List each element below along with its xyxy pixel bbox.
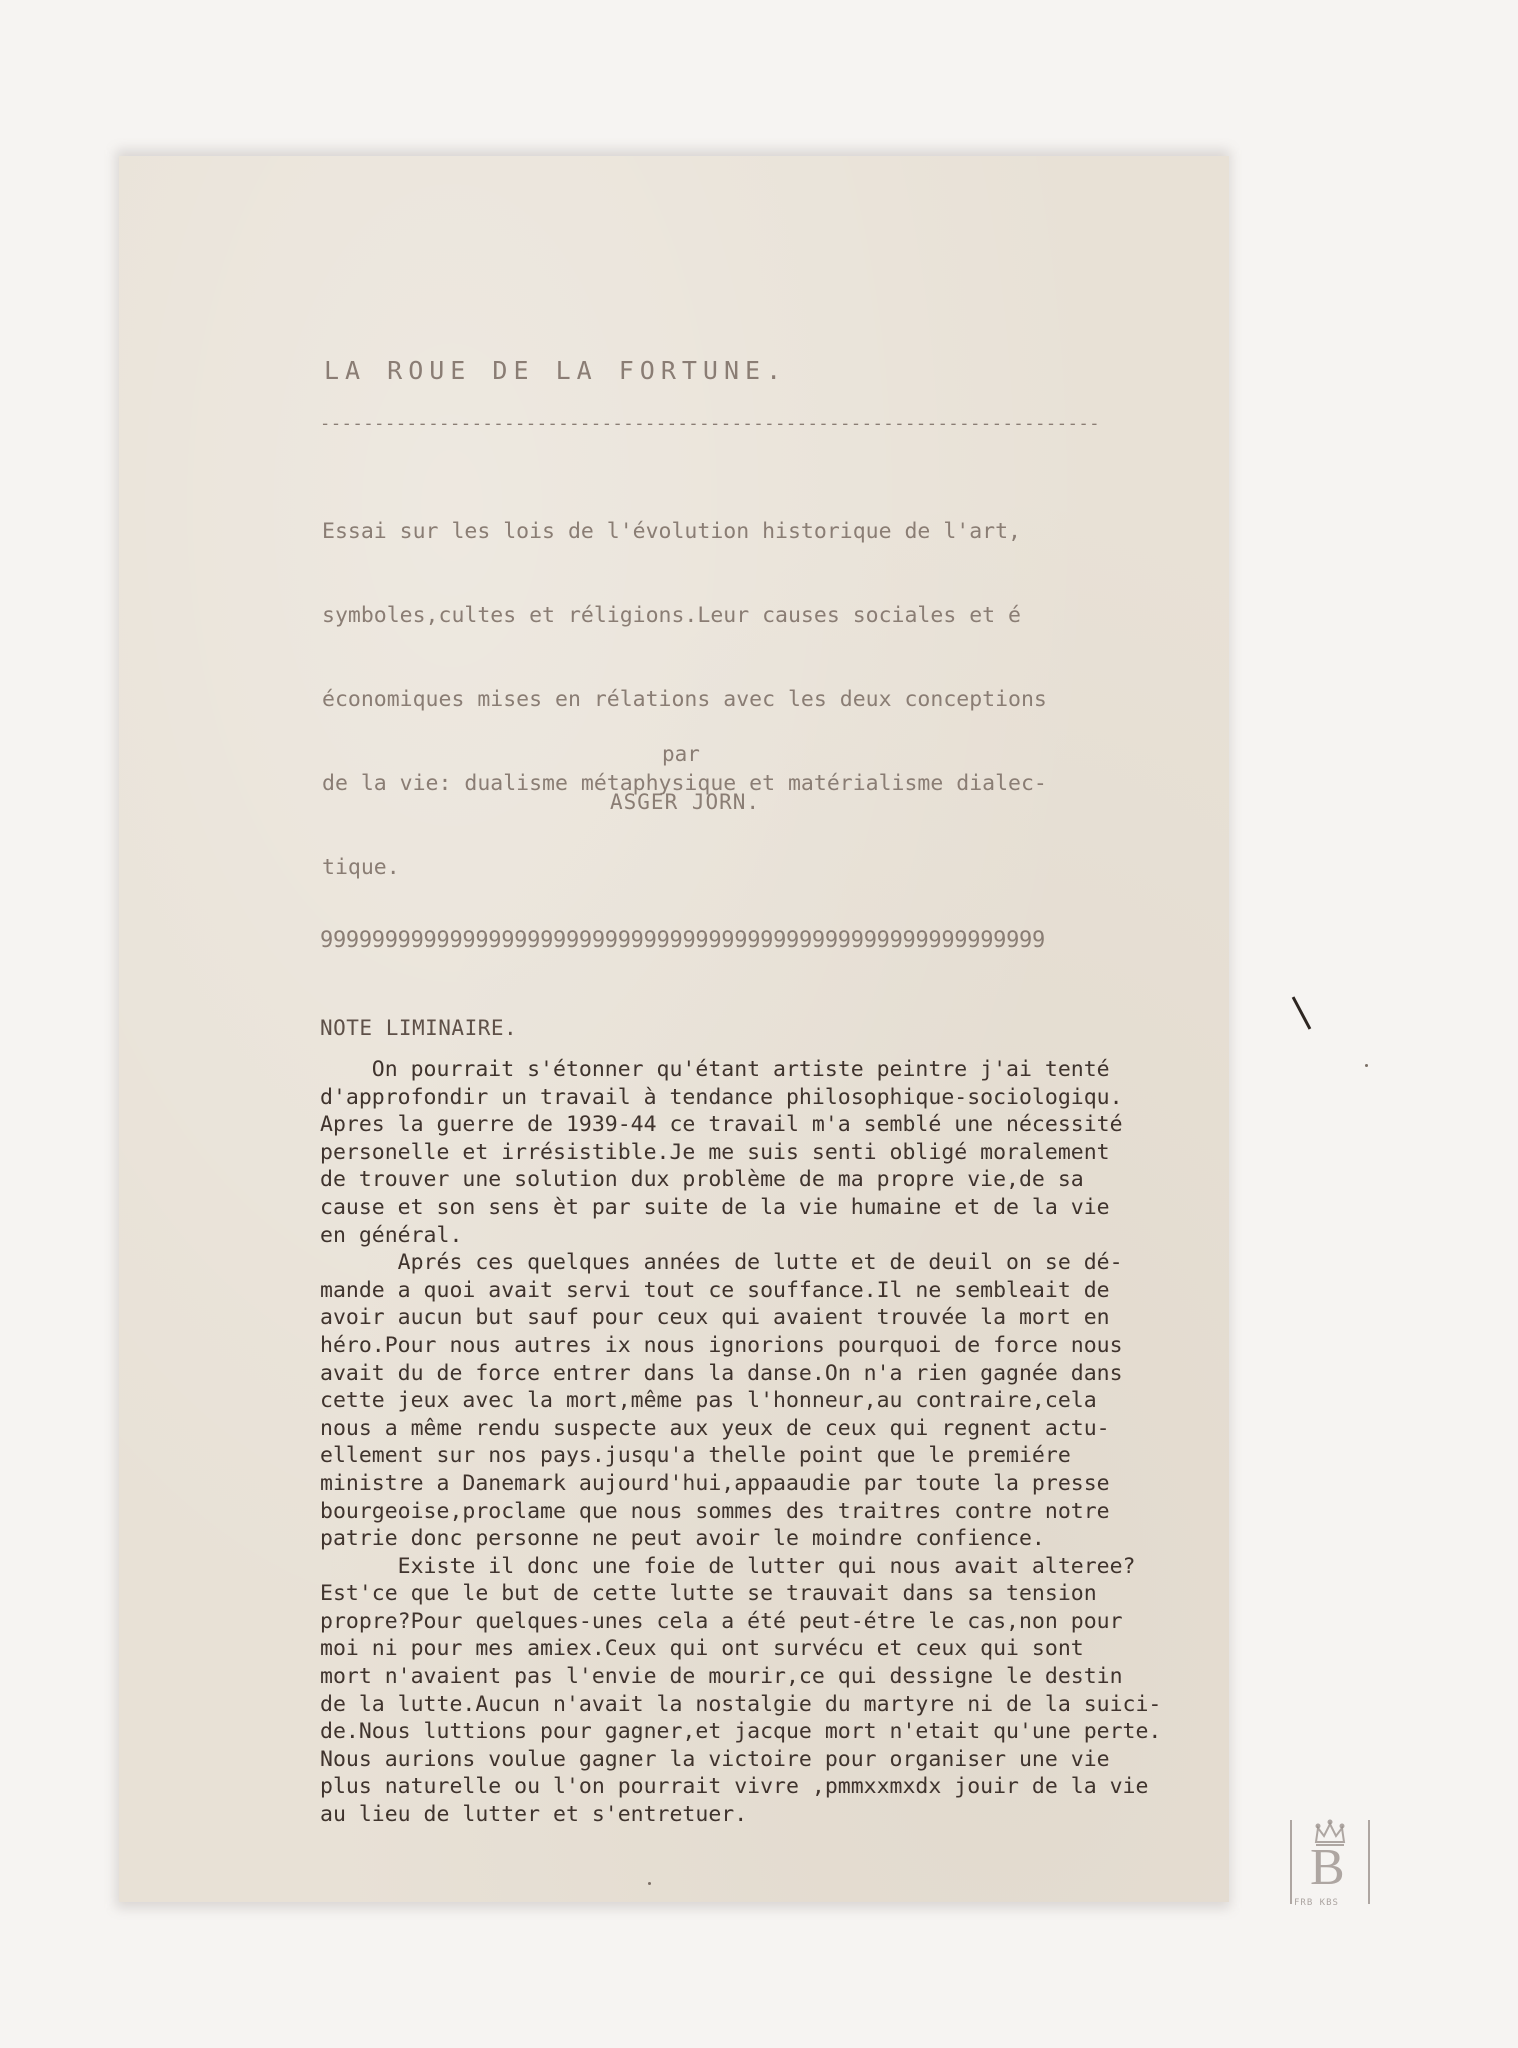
body-line: avait du de force entrer dans la danse.On n'a rien gagnée dans <box>320 1360 1123 1386</box>
document-subtitle <box>322 462 1242 910</box>
body-line: Existe il donc une foie de lutter qui nous avait alteree? <box>320 1553 1136 1579</box>
body-line: avoir aucun but sauf pour ceux qui avaient trouvée la mort en <box>320 1305 1110 1331</box>
body-line: Nous aurions voulue gagner la victoire pour organiser une vie <box>320 1746 1110 1772</box>
body-line: cause et son sens èt par suite de la vie humaine et de la vie <box>320 1194 1110 1220</box>
body-line: cette jeux avec la mort,même pas l'honneur,au contraire,cela <box>320 1388 1097 1414</box>
title-underline: ------------------------------------------------------------------------ <box>320 414 1101 434</box>
body-line: de trouver une solution dux problème de ma propre vie,de sa <box>320 1167 1084 1193</box>
body-line: Aprés ces quelques années de lutte et de deuil on se dé- <box>320 1250 1123 1276</box>
body-line: de.Nous luttions pour gagner,et jacque mort n'etait qu'une perte. <box>320 1719 1162 1745</box>
body-line: plus naturelle ou l'on pourrait vivre ,pmmxxmxdx jouir de la vie <box>320 1774 1149 1800</box>
body-line: patrie donc personne ne peut avoir le moindre confience. <box>320 1526 1045 1552</box>
author-name: ASGER JORN. <box>610 790 761 814</box>
body-line: ellement sur nos pays.jusqu'a thelle point que le premiére <box>320 1443 1071 1469</box>
body-line: d'approfondir un travail à tendance philosophique-sociologiqu. <box>320 1084 1123 1110</box>
body-line: personelle et irrésistible.Je me suis senti obligé moralement <box>320 1139 1110 1165</box>
paper-speck <box>648 1882 651 1885</box>
body-line: moi ni pour mes amiex.Ceux qui ont survécu et ceux qui sont <box>320 1636 1084 1662</box>
pencil-mark <box>1292 996 1312 1029</box>
subtitle-line: économiques mises en rélations avec les deux conceptions <box>322 687 1047 712</box>
stamp-label: FRB KBS <box>1294 1898 1339 1908</box>
byline: par <box>662 742 700 766</box>
body-line: Est'ce que le but de cette lutte se trauvait dans sa tension <box>320 1581 1097 1607</box>
subtitle-line: tique. <box>322 855 400 880</box>
paper-speck <box>1365 1064 1368 1067</box>
note-heading: NOTE LIMINAIRE. <box>320 1016 518 1040</box>
body-line: bourgeoise,proclame que nous sommes des traitres contre notre <box>320 1498 1110 1524</box>
body-text <box>320 1056 1220 1829</box>
body-line: mort n'avaient pas l'envie de mourir,ce qui dessigne le destin <box>320 1664 1123 1690</box>
body-line: propre?Pour quelques-unes cela a été peut-étre le cas,non pour <box>320 1608 1123 1634</box>
body-line: nous a même rendu suspecte aux yeux de ceux qui regnent actu- <box>320 1415 1110 1441</box>
stamp-letter: B <box>1310 1839 1345 1896</box>
body-line: ministre a Danemark aujourd'hui,appaaudie par toute la presse <box>320 1470 1110 1496</box>
body-line: en général. <box>320 1222 463 1248</box>
body-line: Apres la guerre de 1939-44 ce travail m'a semblé une nécessité <box>320 1112 1123 1138</box>
body-line: au lieu de lutter et s'entretuer. <box>320 1802 748 1828</box>
body-line: mande a quoi avait servi tout ce souffance.Il ne sembleait de <box>320 1277 1110 1303</box>
subtitle-line: Essai sur les lois de l'évolution historique de l'art, <box>322 519 1021 544</box>
body-line: de la lutte.Aucun n'avait la nostalgie du martyre ni de la suici- <box>320 1691 1162 1717</box>
document-title: LA ROUE DE LA FORTUNE. <box>324 356 788 385</box>
body-line: On pourrait s'étonner qu'étant artiste peintre j'ai tenté <box>320 1057 1110 1082</box>
separator-line: 99999999999999999999999999999999999999999999999999999999 <box>320 928 1045 953</box>
body-line: héro.Pour nous autres ix nous ignorions pourquoi de force nous <box>320 1332 1123 1358</box>
subtitle-line: symboles,cultes et réligions.Leur causes sociales et é <box>322 603 1021 628</box>
subtitle-line: de la vie: dualisme métaphysique et matérialisme dialec- <box>322 771 1047 796</box>
